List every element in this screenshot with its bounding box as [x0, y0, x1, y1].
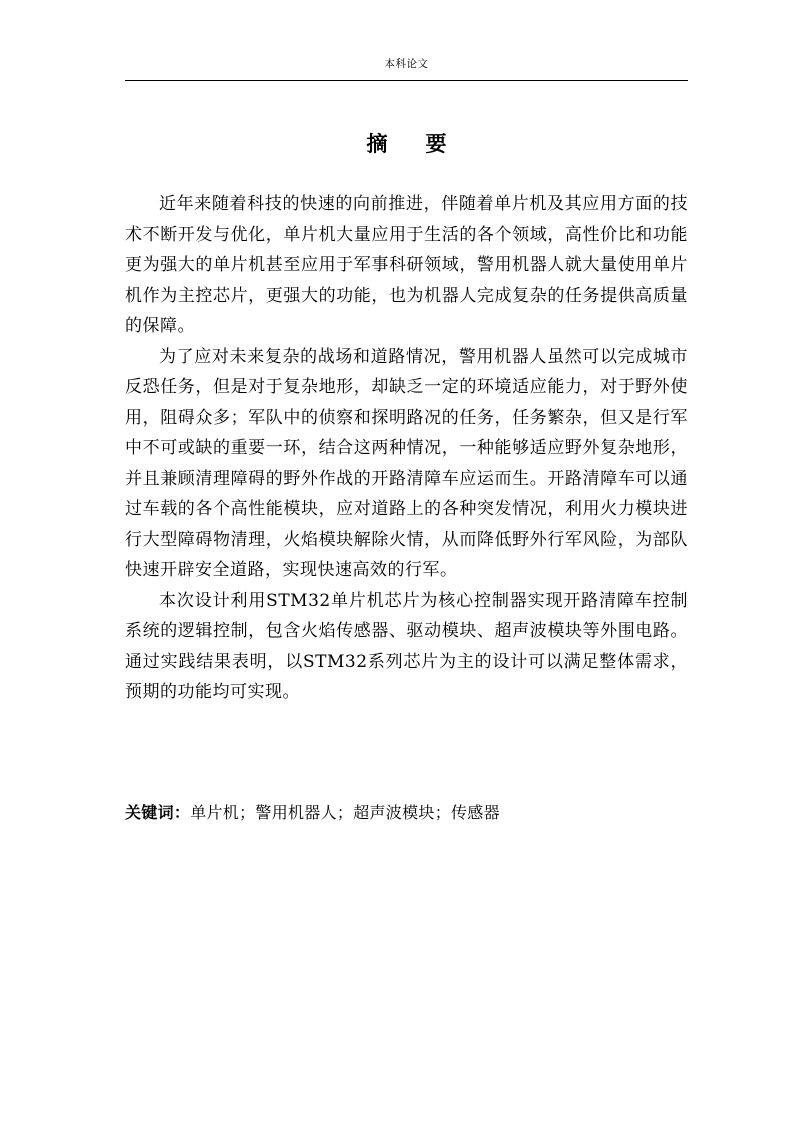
title-char-1: 摘 — [366, 131, 388, 156]
abstract-paragraph-3: 本次设计利用STM32单片机芯片为核心控制器实现开路清障车控制系统的逻辑控制，包含火焰传感器、驱动模块、超声波模块等外围电路。通过实践结果表明，以STM32系列芯片为主的设计可以满足整体需求，预期的功能均可实现。 — [125, 590, 688, 702]
abstract-title — [125, 129, 688, 159]
page-header — [125, 52, 688, 81]
abstract-paragraph-2: 为了应对未来复杂的战场和道路情况，警用机器人虽然可以完成城市反恐任务，但是对于复杂地形，却缺乏一定的环境适应能力，对于野外使用，阻碍众多；军队中的侦察和探明路况的任务，任务繁杂，但又是行军中不可或缺的重要一环，结合这两种情况，一种能够适应野外复杂地形，并且兼顾清理障碍的野外作战的开路清障车应运而生。开路清障车可以通过车载的各个高性能模块，应对道路上的各种突发情况，利用火力模块进行大型障碍物清理，火焰模块解除火情，从而降低野外行军风险，为部队快速开辟安全道路，实现快速高效的行军。 — [125, 346, 688, 580]
header-text: 本科论文 — [384, 58, 429, 70]
title-char-2: 要 — [425, 131, 447, 156]
keywords-label: 关键词： — [125, 803, 191, 822]
abstract-paragraph-1: 近年来随着科技的快速的向前推进，伴随着单片机及其应用方面的技术不断开发与优化，单片机大量应用于生活的各个领域，高性价比和功能更为强大的单片机甚至应用于军事科研领域，警用机器人就大量使用单片机作为主控芯片，更强大的功能，也为机器人完成复杂的任务提供高质量的保障。 — [125, 194, 688, 336]
keywords-line — [125, 799, 688, 827]
abstract-body — [125, 189, 688, 708]
keywords-value: 单片机；警用机器人；超声波模块；传感器 — [190, 803, 500, 822]
